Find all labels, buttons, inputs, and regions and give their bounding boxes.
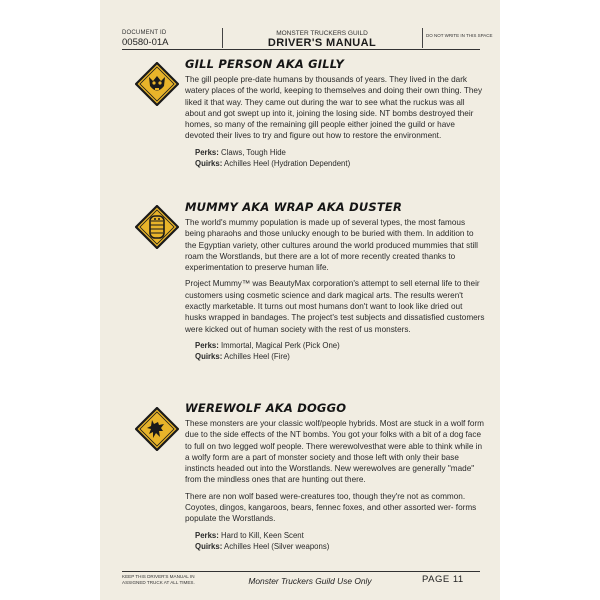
header-rule <box>122 49 480 50</box>
quirks-line: Quirks: Achilles Heel (Hydration Dependent) <box>195 158 351 168</box>
section-paragraph: There are non wolf based were-creatures too, though they're not as common. Coyotes, dingos, kangaroos, bears, fennec foxes, and other assorted wer- forms populate the Worstlands. <box>185 491 477 524</box>
page-number: PAGE 11 <box>422 574 464 585</box>
quirks-value: Achilles Heel (Hydration Dependent) <box>224 158 351 168</box>
document-id: 00580-01A <box>122 37 169 48</box>
footer-rule <box>122 571 480 572</box>
section-mummy <box>185 200 485 362</box>
section-title: WEREWOLF AKA DOGGO <box>185 401 347 415</box>
footer-note: KEEP THIS DRIVER'S MANUAL IN ASSIGNED TRUCK AT ALL TIMES. <box>122 574 195 585</box>
footer-label: Monster Truckers Guild Use Only <box>248 576 372 586</box>
perks-line: Perks: Hard to Kill, Keen Scent <box>195 530 304 540</box>
perks-value: Claws, Tough Hide <box>221 147 286 157</box>
section-paragraph: The world's mummy population is made up of several types, the most famous being pharaohs and those unlucky enough to be buried with them. In addition to the Egyptian variety, other cultures around the world produced mummies that still roam the Worstlands, but there are a lot of more recently created thanks to experimentation to preserve human life. <box>185 218 478 273</box>
quirks-line: Quirks: Achilles Heel (Silver weapons) <box>195 541 330 551</box>
section-paragraph: Project Mummy™ was BeautyMax corporation's attempt to sell eternal life to their customers using cosmetic science and dark magical arts. The results weren't exactly marketable. It turns out most humans don't want to look like dried out husks wrapped in bandages. The project's test subjects and dissatisfied customers were kicked out of human society with the rest of us monsters. <box>185 279 485 334</box>
gill-person-icon <box>135 62 179 106</box>
guild-name: MONSTER TRUCKERS GUILD <box>276 30 368 37</box>
manual-page <box>100 0 500 600</box>
perks-line: Perks: Claws, Tough Hide <box>195 147 286 157</box>
header-divider <box>422 28 423 48</box>
perks-line: Perks: Immortal, Magical Perk (Pick One) <box>195 340 340 350</box>
perks-value: Hard to Kill, Keen Scent <box>221 530 304 540</box>
do-not-write-note: DO NOT WRITE IN THIS SPACE <box>426 33 493 38</box>
section-title: MUMMY AKA WRAP AKA DUSTER <box>185 200 403 214</box>
section-werewolf <box>185 401 485 552</box>
quirks-line: Quirks: Achilles Heel (Fire) <box>195 351 290 361</box>
document-id-label: DOCUMENT ID <box>122 30 167 36</box>
section-paragraph: These monsters are your classic wolf/people hybrids. Most are stuck in a wolf form due to the side effects of the NT bombs. You got your folks with a bit of a dog face to full on two legged wolf people. There werewolvesthat were able to think while in a wolfy form are a part of monster society and those left with only their base instincts headed out into the Worstlands. New werewolves are generally "made" from the mindless ones that are hunting out there. <box>185 419 484 485</box>
section-gill-person <box>185 57 485 169</box>
perks-value: Immortal, Magical Perk (Pick One) <box>221 340 340 350</box>
quirks-value: Achilles Heel (Silver weapons) <box>224 541 330 551</box>
quirks-value: Achilles Heel (Fire) <box>224 351 290 361</box>
section-title: GILL PERSON AKA GILLY <box>185 57 345 71</box>
section-paragraph: The gill people pre-date humans by thousands of years. They lived in the dark watery places of the world, keeping to themselves and doing their own thing. They liked it that way. They came out during the war to see what the ruckus was all about and got swept up into it, joining the losing side. NT bombs destroyed their homes, so many of the remaining gill people either joined the guild or have devoted their lives to try and figure out how to restore the environment. <box>185 75 483 141</box>
page-title: DRIVER'S MANUAL <box>267 37 377 49</box>
mummy-icon <box>135 205 179 249</box>
werewolf-icon <box>135 407 179 451</box>
